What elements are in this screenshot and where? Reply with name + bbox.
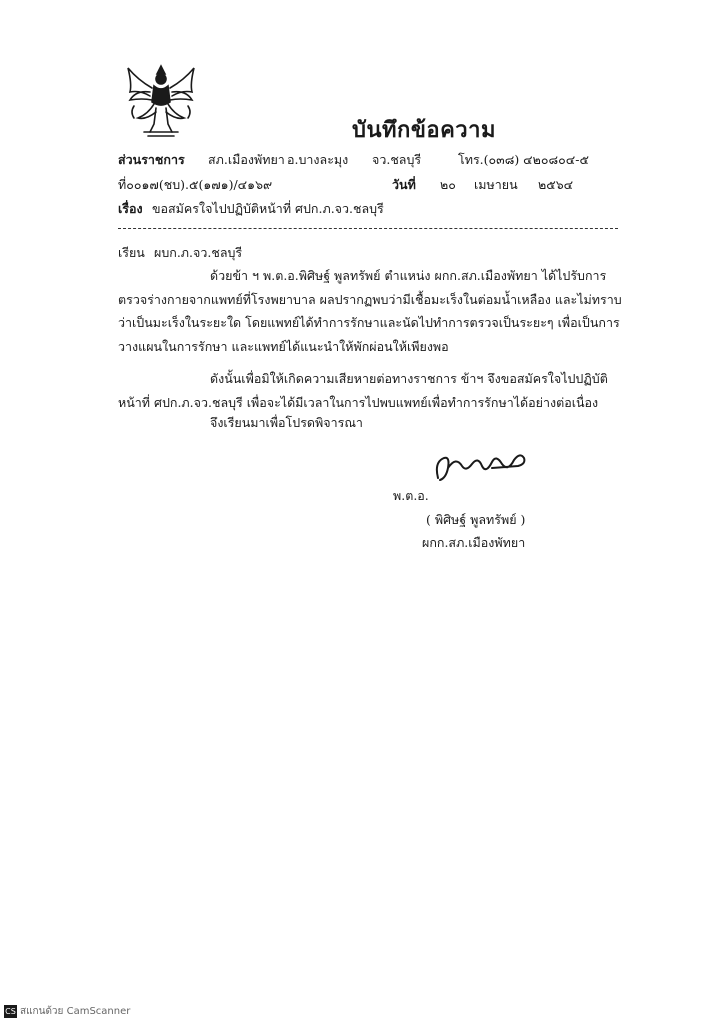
closing-line: จึงเรียนมาเพื่อโปรดพิจารณา: [210, 415, 363, 430]
reference-number: ที่๐๐๑๗(ชบ).๕(๑๗๑)/๔๑๖๙: [118, 177, 273, 192]
agency-label: ส่วนราชการ: [118, 152, 185, 167]
camscanner-text: สแกนด้วย CamScanner: [20, 1006, 131, 1017]
province-value: จว.ชลบุรี: [372, 152, 422, 167]
salutation-label: เรียน: [118, 245, 145, 260]
salutation-value: ผบก.ภ.จว.ชลบุรี: [154, 245, 243, 260]
header-divider: [118, 228, 618, 229]
camscanner-watermark: [4, 1004, 130, 1019]
signer-name: ( พิศิษฐ์ พูลทรัพย์ ): [426, 512, 526, 527]
body-paragraph-1: ด้วยข้า ฯ พ.ต.อ.พิศิษฐ์ พูลทรัพย์ ตำแหน่ง ผกก.สภ.เมืองพัทยา ได้ไปรับการตรวจร่างกายจากแพทย์ที่โรงพยาบาล ผลปรากฏพบว่ามีเชื้อมะเร็งในต่อมน้ำเหลือง และไม่ทราบว่าเป็นมะเร็งในระยะใด โดยแพทย์ได้ทำการรักษาและนัดไปทำการตรวจเป็นระยะๆ เพื่อเป็นการวางแผนในการรักษา และแพทย์ได้แนะนำให้พักผ่อนให้เพียงพอ: [118, 268, 622, 354]
phone-value: โทร.(๐๓๘) ๔๒๐๘๐๔-๕: [458, 152, 589, 167]
date-label: วันที่: [392, 177, 416, 192]
subject-label: เรื่อง: [118, 201, 143, 216]
date-year: ๒๕๖๔: [538, 177, 574, 192]
subject-value: ขอสมัครใจไปปฏิบัติหน้าที่ ศปก.ภ.จว.ชลบุรี: [152, 201, 384, 216]
date-month: เมษายน: [474, 177, 518, 192]
camscanner-logo-icon: CS: [5, 1006, 16, 1016]
agency-value: สภ.เมืองพัทยา: [208, 152, 285, 167]
signer-rank: พ.ต.อ.: [393, 488, 429, 503]
body-paragraph-2: ดังนั้นเพื่อมิให้เกิดความเสียหายต่อทางราชการ ข้าฯ จึงขอสมัครใจไปปฏิบัติหน้าที่ ศปก.ภ.จว.ชลบุรี เพื่อจะได้มีเวลาในการไปพบแพทย์เพื่อทำการรักษาได้อย่างต่อเนื่อง: [118, 371, 608, 410]
memo-title: บันทึกข้อความ: [352, 117, 497, 143]
date-day: ๒๐: [440, 177, 456, 192]
district-value: อ.บางละมุง: [287, 152, 349, 167]
handwritten-signature: [432, 448, 530, 484]
signer-position: ผกก.สภ.เมืองพัทยา: [422, 535, 526, 550]
garuda-emblem-icon: [124, 62, 198, 138]
